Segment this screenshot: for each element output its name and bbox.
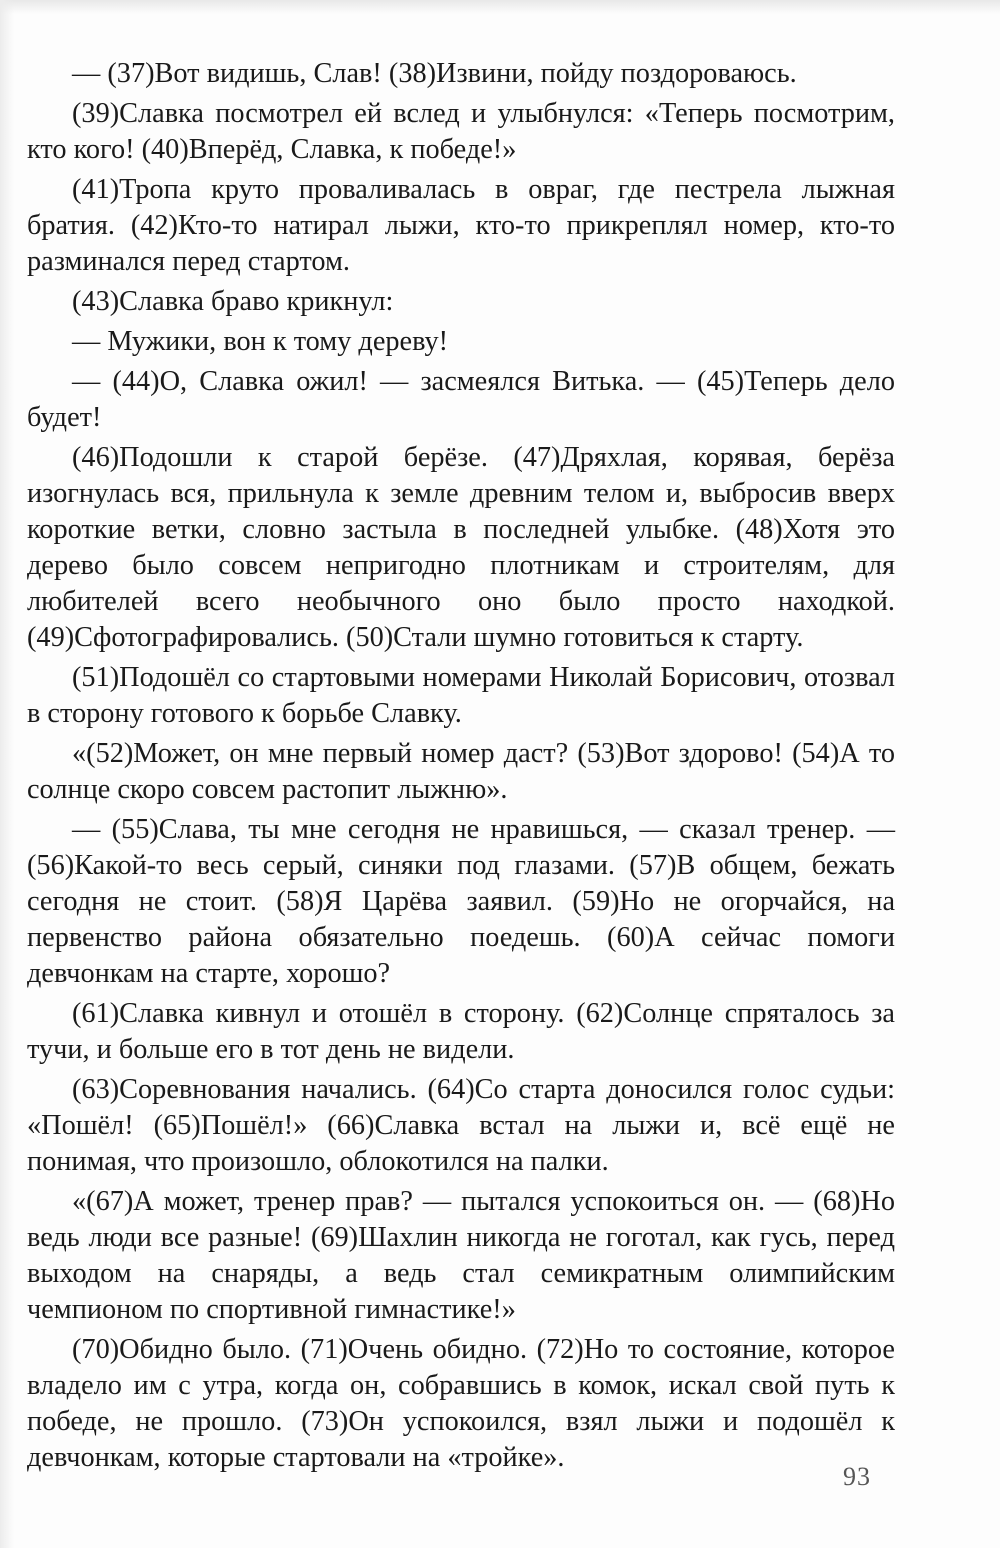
paragraph: «(52)Может, он мне первый номер даст? (53)Вот здорово! (54)А то солнце скоро совсем растопит лыжню».	[27, 738, 895, 805]
paragraph: (41)Тропа круто проваливалась в овраг, где пестрела лыжная братия. (42)Кто-то натирал лыжи, кто-то прикреплял номер, кто-то разминался перед стартом.	[27, 174, 895, 277]
paragraph: — (55)Слава, ты мне сегодня не нравишься, — сказал тренер. — (56)Какой-то весь серый, синяки под глазами. (57)В общем, бежать сегодня не стоит. (58)Я Царёва заявил. (59)Но не огорчайся, на первенство района обязательно поедешь. (60)А сейчас помоги девчонкам на старте, хорошо?	[27, 814, 895, 989]
paragraph: (51)Подошёл со стартовыми номерами Николай Борисович, отозвал в сторону готового к борьбе Славку.	[27, 662, 895, 729]
paragraph: (43)Славка браво крикнул:	[72, 286, 394, 317]
paragraph: (63)Соревнования начались. (64)Со старта доносился голос судьи: «Пошёл! (65)Пошёл!» (66)Славка встал на лыжи и, всё ещё не понимая, что произошло, облокотился на палки.	[27, 1074, 895, 1177]
page-text	[27, 56, 895, 1476]
paragraph: — Мужики, вон к тому дереву!	[72, 326, 449, 357]
paragraph: — (44)О, Славка ожил! — засмеялся Витька. — (45)Теперь дело будет!	[27, 366, 895, 433]
paragraph: «(67)А может, тренер прав? — пытался успокоиться он. — (68)Но ведь люди все разные! (69)Шахлин никогда не гоготал, как гусь, перед выходом на снаряды, а ведь стал семикратным олимпийским чемпионом по спортивной гимнастике!»	[27, 1186, 895, 1325]
paragraph: (46)Подошли к старой берёзе. (47)Дряхлая, корявая, берёза изогнулась вся, прильнула к земле древним телом и, выбросив вверх короткие ветки, словно застыла в последней улыбке. (48)Хотя это дерево было совсем непригодно плотникам и строителям, для любителей всего необычного оно было просто находкой. (49)Сфотографировались. (50)Стали шумно готовиться к старту.	[27, 442, 895, 653]
paragraph: — (37)Вот видишь, Слав! (38)Извини, пойду поздороваюсь.	[72, 58, 797, 89]
paragraph: (61)Славка кивнул и отошёл в сторону. (62)Солнце спряталось за тучи, и больше его в тот день не видели.	[27, 998, 895, 1065]
paragraph: (70)Обидно было. (71)Очень обидно. (72)Но то состояние, которое владело им с утра, когда он, собравшись в комок, искал свой путь к победе, не прошло. (73)Он успокоился, взял лыжи и подошёл к девчонкам, которые стартовали на «тройке».	[27, 1334, 895, 1473]
page-number: 93	[843, 1462, 871, 1491]
paragraph: (39)Славка посмотрел ей вслед и улыбнулся: «Теперь посмотрим, кто кого! (40)Вперёд, Славка, к победе!»	[27, 98, 895, 165]
